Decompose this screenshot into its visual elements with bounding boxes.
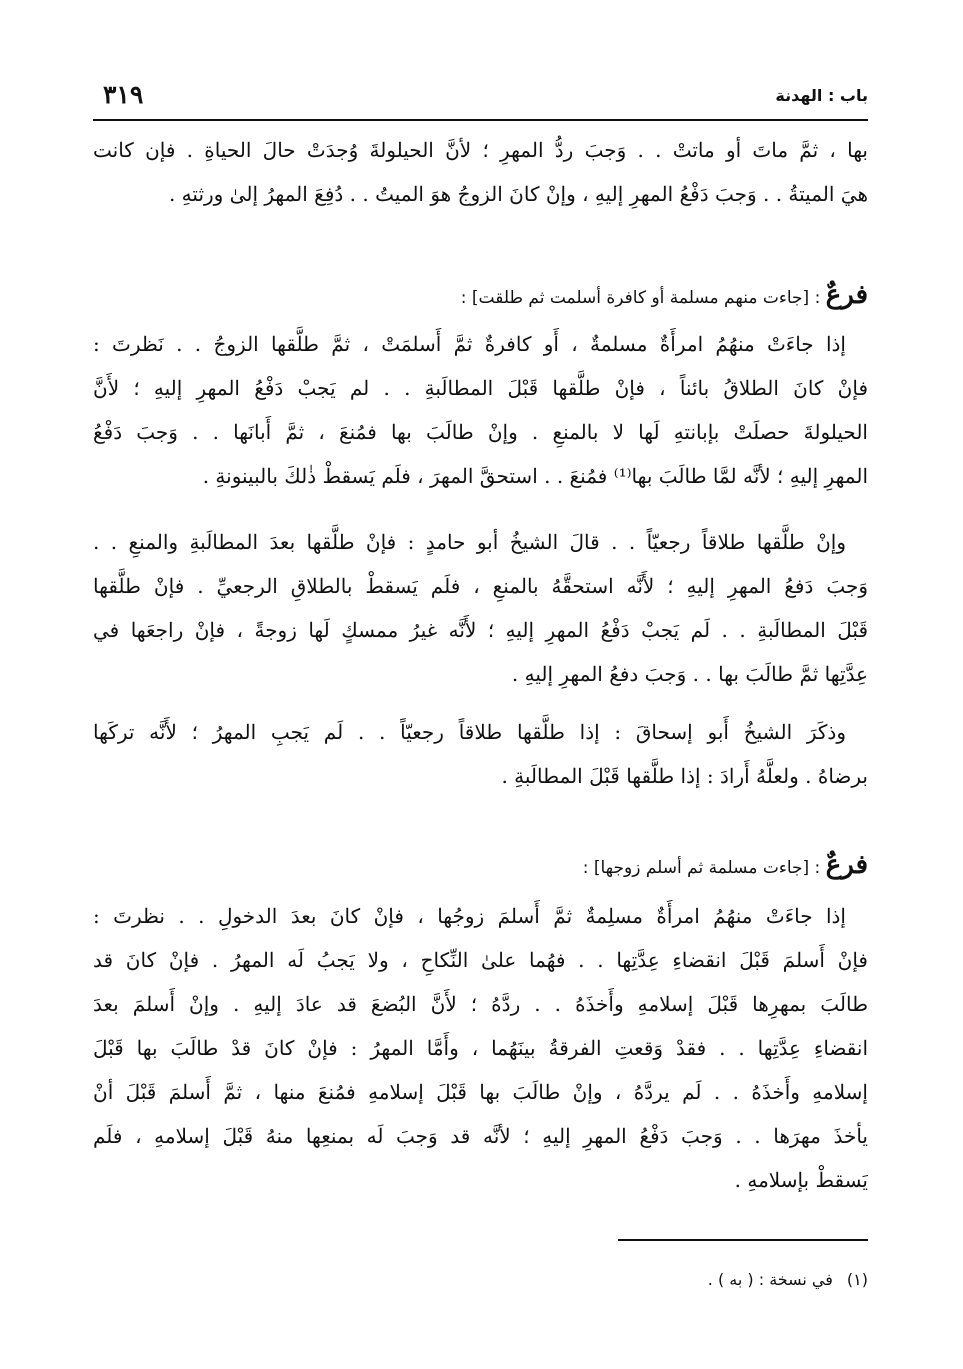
text-line: إذا جاءَتْ منهُمُ امرأَةٌ مسلِمةٌ ثمَّ أَسلمَ زوجُها ، فإنْ كانَ بعدَ الدخولِ . . نظرتَ : <box>93 904 846 928</box>
text-line: وإنْ طلَّقها طلاقاً رجعيّاً . . قالَ الشيخُ أبو حامدٍ : فإنْ طلَّقها بعدَ المطالَبةِ والمنعِ . . <box>93 530 846 554</box>
text-line: يَسقطْ بإسلامهِ . <box>734 1168 868 1192</box>
text-line: انقضاءِ عِدَّتِها . . فقدْ وَقعتِ الفرقةُ بينَهُما ، وأَمَّا المهرُ : فإنْ كانَ قدْ طالَبَ بها قَبْلَ <box>93 1036 868 1060</box>
continuation-paragraph <box>93 128 868 216</box>
section-heading <box>93 270 868 320</box>
running-header <box>93 80 868 114</box>
section-title: : [جاءت منهم مسلمة أو كافرة أسلمت ثم طلقت] : <box>460 288 826 308</box>
footnote <box>93 1265 868 1295</box>
text-line: فإنْ أَسلمَ قَبْلَ انقضاءِ عِدَّتِها . . فهُما علىٰ النِّكاحِ ، ولا يَجبُ لَه المهرُ . فإنْ كانَ قد <box>93 948 868 972</box>
paragraph <box>93 520 868 696</box>
text-line: الحيلولةَ حصلَتْ بإبانتهِ لَها لا بالمنعِ . وإنْ طالَبَ بها فمُنعَ ، ثمَّ أَبانَها . . وَجبَ دَفْعُ <box>93 420 868 444</box>
section-heading <box>93 840 868 890</box>
section-label: فرعٌ <box>825 850 868 880</box>
paragraph <box>93 710 868 798</box>
paragraph <box>93 894 868 1202</box>
text-line: بها ، ثمَّ ماتَ أو ماتتْ . . وَجبَ ردُّ المهرِ ؛ لأنَّ الحيلولةَ وُجدَتْ حالَ الحياةِ . فإن كانت <box>93 138 868 162</box>
text-line: إذا جاءَتْ منهُمُ امرأَةٌ مسلمةٌ ، أَو كافرةٌ ثمَّ أَسلمَتْ ، ثمَّ طلَّقها الزوجُ . . نَظرتَ : <box>93 332 846 356</box>
footnote-separator <box>618 1239 868 1241</box>
text-line: هيَ الميتةُ . . وَجبَ دَفْعُ المهرِ إليهِ ، وإنْ كانَ الزوجُ هوَ الميتُ . . دُفِعَ المهرُ إلىٰ ورثتهِ . <box>168 182 868 206</box>
text-line: قَبْلَ المطالَبةِ . . لَم يَجبْ دَفْعُ المهرِ إليهِ ؛ لأَنَّه غيرُ ممسكٍ لَها زوجةً ، فإنْ راجعَها في <box>93 618 868 642</box>
text-line: فإنْ كانَ الطلاقُ بائناً ، فإنْ طلَّقها قَبْلَ المطالَبةِ . . لم يَجبْ دَفْعُ المهرِ إليهِ ؛ لأَنَّ <box>93 376 868 400</box>
text-line: وذكَرَ الشيخُ أَبو إسحاقَ : إذا طلَّقها طلاقاً رجعيّاً . . لَم يَجبِ المهرُ ؛ لأَنَّه تركَها <box>93 720 846 744</box>
paragraph <box>93 322 868 498</box>
text-line: وَجبَ دَفعُ المهرِ إليهِ ؛ لأَنَّه استحقَّهُ بالمنعِ ، فلَم يَسقطْ بالطلاقِ الرجعيِّ . فإنْ طلَّقها <box>93 574 868 598</box>
text-line: المهرِ إليهِ ؛ لأنَّه لمَّا طالَبَ بها⁽¹⁾ فمُنعَ . . استحقَّ المهرَ ، فلَم يَسقطْ ذٰلكَ بالبينونةِ . <box>202 464 868 488</box>
text-line: طالَبَ بمهرِها قَبْلَ إسلامهِ وأَخذَهُ . . ردَّهُ ؛ لأَنَّ البُضعَ قد عادَ إليهِ . وإنْ أَسلمَ بعدَ <box>93 992 868 1016</box>
text-line: يأخذَ مهرَها . . وَجبَ دَفْعُ المهرِ إليهِ ؛ لأنَّه قد وَجبَ لَه بمنعِها منهُ قَبْلَ إسلامهِ ، فلَم <box>93 1124 868 1148</box>
chapter-title: باب : الهدنة <box>775 86 868 105</box>
text-line: برضاهُ . ولعلَّهُ أَرادَ : إذا طلَّقها قَبْلَ المطالَبةِ . <box>501 764 868 788</box>
book-page <box>93 0 868 1369</box>
section-title: : [جاءت مسلمة ثم أسلم زوجها] : <box>582 858 826 878</box>
footnote-number: (١) <box>846 1270 868 1289</box>
footnote-text: في نسخة : ( به ) . <box>707 1270 833 1289</box>
text-line: إسلامهِ وأَخذَهُ . . لَم يردَّهُ ، وإنْ طالَبَ بها قَبْلَ إسلامهِ فمُنعَ منها ، ثمَّ أَسلمَ قَبْلَ أنْ <box>93 1080 868 1104</box>
section-label: فرعٌ <box>825 280 868 310</box>
page-number: ٣١٩ <box>103 80 144 109</box>
text-line: عِدَّتِها ثمَّ طالَبَ بها . . وَجبَ دفعُ المهرِ إليهِ . <box>511 662 868 686</box>
header-rule <box>93 119 868 121</box>
